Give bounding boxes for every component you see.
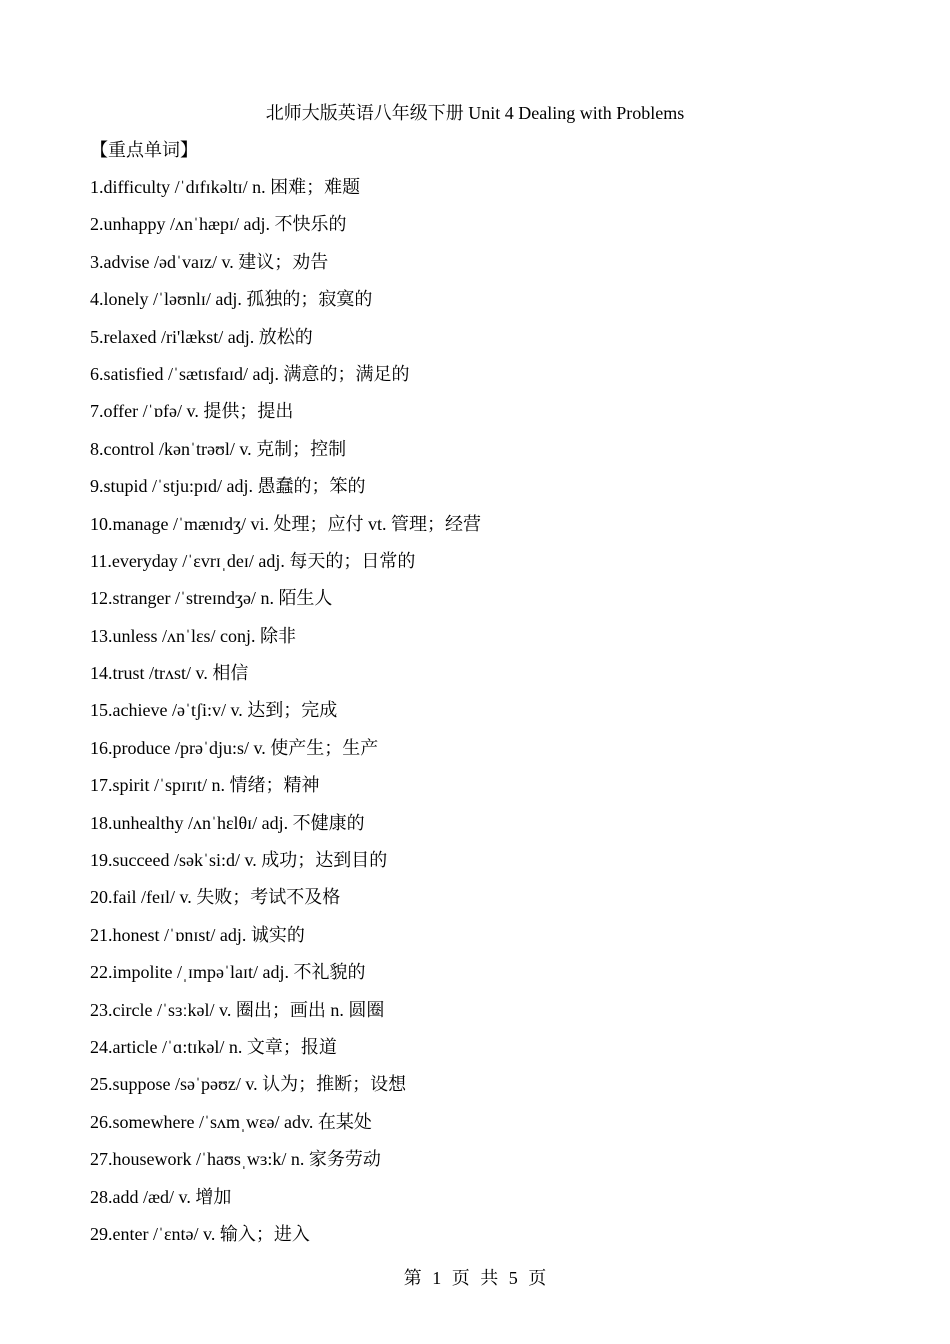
vocabulary-item: 20.fail /feɪl/ v. 失败；考试不及格: [90, 887, 341, 908]
vocabulary-item: 29.enter /ˈɛntə/ v. 输入；进入: [90, 1223, 310, 1244]
vocabulary-item: 2.unhappy /ʌnˈhæpɪ/ adj. 不快乐的: [90, 214, 347, 235]
vocabulary-item: 9.stupid /ˈstju:pɪd/ adj. 愚蠢的；笨的: [90, 476, 366, 497]
vocabulary-item: 21.honest /ˈɒnɪst/ adj. 诚实的: [90, 924, 305, 945]
section-heading: 【重点单词】: [90, 140, 198, 160]
vocabulary-item: 14.trust /trʌst/ v. 相信: [90, 663, 249, 684]
vocabulary-item: 12.stranger /ˈstreɪndʒə/ n. 陌生人: [90, 588, 333, 609]
vocabulary-item: 10.manage /ˈmænɪdʒ/ vi. 处理；应付 vt. 管理；经营: [90, 513, 481, 534]
vocabulary-item: 4.lonely /ˈləʊnlɪ/ adj. 孤独的；寂寞的: [90, 289, 373, 310]
vocabulary-item: 16.produce /prəˈdju:s/ v. 使产生；生产: [90, 737, 379, 758]
vocabulary-item: 5.relaxed /ri'lækst/ adj. 放松的: [90, 326, 313, 347]
vocabulary-item: 24.article /ˈɑ:tɪkəl/ n. 文章；报道: [90, 1036, 337, 1057]
vocabulary-item: 13.unless /ʌnˈlɛs/ conj. 除非: [90, 625, 297, 646]
vocabulary-item: 6.satisfied /ˈsætɪsfaɪd/ adj. 满意的；满足的: [90, 363, 410, 384]
page-footer: 第 1 页 共 5 页: [403, 1268, 547, 1288]
vocabulary-item: 18.unhealthy /ʌnˈhɛlθɪ/ adj. 不健康的: [90, 812, 365, 833]
vocabulary-item: 19.succeed /səkˈsi:d/ v. 成功；达到目的: [90, 850, 388, 871]
vocabulary-item: 23.circle /ˈsɜːkəl/ v. 圈出；画出 n. 圆圈: [90, 999, 385, 1020]
vocabulary-item: 1.difficulty /ˈdɪfɪkəltɪ/ n. 困难；难题: [90, 177, 361, 197]
vocabulary-item: 27.housework /ˈhaʊsˌwɜ:k/ n. 家务劳动: [90, 1149, 381, 1170]
vocabulary-item: 8.control /kənˈtrəʊl/ v. 克制；控制: [90, 438, 347, 459]
vocabulary-item: 3.advise /ədˈvaɪz/ v. 建议；劝告: [90, 251, 329, 272]
vocabulary-item: 26.somewhere /ˈsʌmˌwɛə/ adv. 在某处: [90, 1111, 372, 1132]
vocabulary-item: 15.achieve /əˈtʃi:v/ v. 达到；完成: [90, 700, 338, 721]
document-title: 北师大版英语八年级下册 Unit 4 Dealing with Problems: [265, 103, 685, 123]
vocabulary-item: 11.everyday /ˈɛvrɪˌdeɪ/ adj. 每天的；日常的: [90, 550, 416, 571]
vocabulary-item: 22.impolite /ˌɪmpəˈlaɪt/ adj. 不礼貌的: [90, 962, 366, 983]
vocabulary-item: 17.spirit /ˈspɪrɪt/ n. 情绪；精神: [90, 775, 320, 796]
vocabulary-item: 25.suppose /səˈpəʊz/ v. 认为；推断；设想: [90, 1074, 407, 1095]
vocabulary-item: 7.offer /ˈɒfə/ v. 提供；提出: [90, 401, 294, 422]
vocabulary-item: 28.add /æd/ v. 增加: [90, 1186, 232, 1207]
vocabulary-list: [90, 174, 481, 1258]
